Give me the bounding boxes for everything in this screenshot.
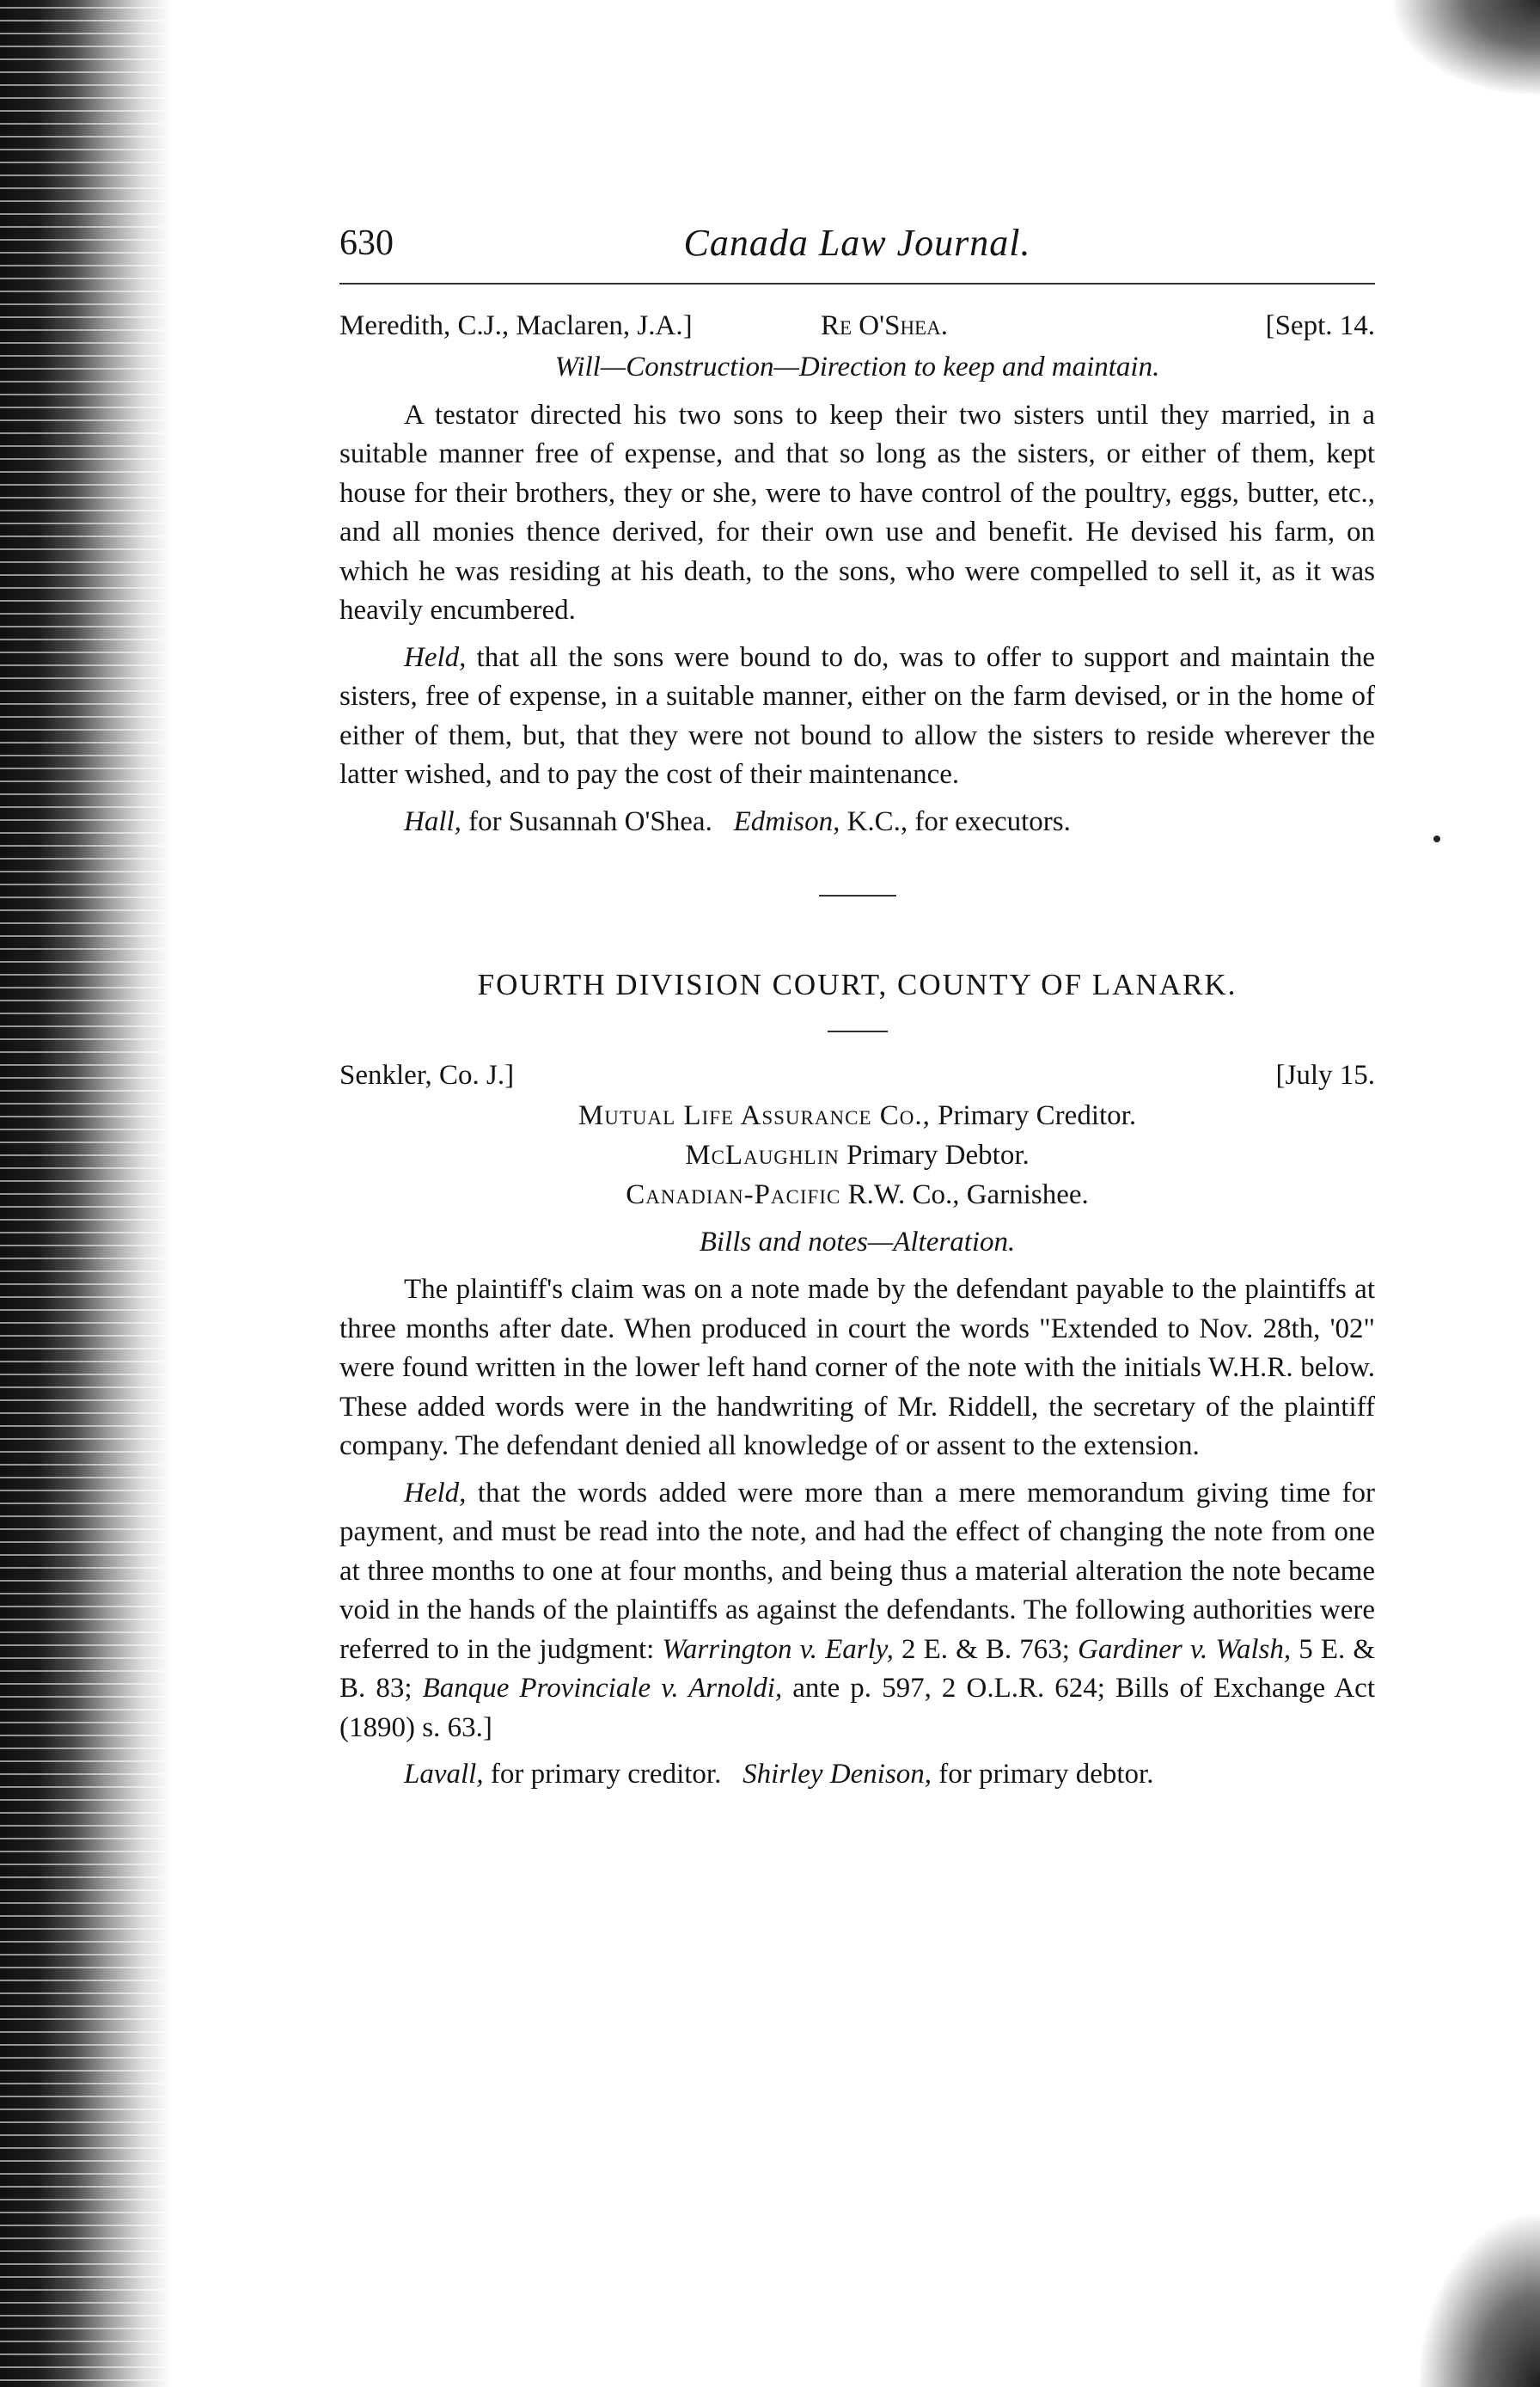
case2-holding — [339, 1474, 1375, 1748]
case2-counsel — [339, 1755, 1375, 1795]
case2-subject: Bills and notes—Alteration. — [699, 1226, 1016, 1258]
case1-subject: Will—Construction—Direction to keep and maintain. — [554, 352, 1160, 383]
book-binding-shadow — [0, 0, 172, 2387]
party-creditor-role: Primary Creditor. — [938, 1099, 1137, 1131]
case1-counsel — [339, 803, 1375, 842]
case2-counsel1-text: for primary creditor. — [490, 1759, 722, 1790]
case2-facts: The plaintiff's claim was on a note made by the defendant payable to the plaintiffs at three months after date. When produced in court the words "Extended to Nov. 28th, '02" were found written in the lower left hand corner of the note with the initials W.H.R. below. These added words were in the handwriting of Mr. Riddell, the secretary of the plaintiff company. The defendant denied all knowledge of or assent to the extension. — [339, 1274, 1375, 1461]
citation-1-case: Warrington v. Early, — [662, 1633, 894, 1665]
case1-heading — [339, 307, 1375, 346]
party-debtor-role: Primary Debtor. — [846, 1139, 1030, 1171]
journal-page — [339, 219, 1375, 1795]
citation-2-ref: 5 E. & B. 83; — [339, 1633, 1376, 1704]
case2-counsel2-text: for primary debtor. — [938, 1759, 1154, 1790]
case1-counsel2-text: K.C., for executors. — [846, 805, 1071, 837]
case1-counsel1-name: Hall, — [404, 805, 461, 837]
section-separator — [819, 895, 896, 897]
page-number: 630 — [339, 223, 394, 263]
case2-judge: Senkler, Co. J.] — [339, 1059, 515, 1091]
ink-speck — [1433, 835, 1440, 842]
court-separator — [828, 1031, 888, 1032]
party-creditor — [339, 1096, 1375, 1135]
case1-counsel2-name: Edmison, — [733, 805, 840, 837]
case1-held-word: Held, — [404, 641, 467, 673]
case1-title: Re O'Shea. — [821, 310, 948, 341]
party-debtor — [339, 1135, 1375, 1175]
case2-counsel2-name: Shirley Denison, — [742, 1759, 932, 1790]
party-garnishee-name: Canadian-Pacific — [626, 1178, 841, 1210]
page-corner-shadow-bottom — [1420, 2215, 1540, 2387]
party-garnishee — [339, 1175, 1375, 1215]
case2-held-text: that the words added were more than a mere memorandum giving time for payment, and must be read into the note, and had the effect of changing the note from one at three months to one at four months, and being thus a material alteration the note became void in the hands of the plaintiffs as against the defendants. The following authorities were referred to in the judgment: — [339, 1477, 1375, 1665]
journal-title: Canada Law Journal. — [683, 222, 1031, 264]
case1-held-text: that all the sons were bound to do, was to offer to support and maintain the sisters, free of expense, in a suitable manner, either on the farm devised, or in the home of either of them, but, that they were not bound to allow the sisters to reside wherever the latter wished, and to pay the cost of their maintenance. — [339, 641, 1375, 790]
party-debtor-name: McLaughlin — [685, 1139, 840, 1171]
court-heading: FOURTH DIVISION COURT, COUNTY OF LANARK. — [477, 968, 1238, 1001]
case1-holding — [339, 639, 1375, 795]
case1-facts: A testator directed his two sons to keep their two sisters until they married, in a suitable manner free of expense, and that so long as the sisters, or either of them, kept house for their brothers, they or she, were to have control of the poultry, eggs, butter, etc., and all monies thence derived, for their own use and benefit. He devised his farm, on which he was residing at his death, to the sons, who were compelled to sell it, as it was heavily encumbered. — [339, 399, 1375, 626]
case1-counsel1-text: for Susannah O'Shea. — [468, 805, 712, 837]
case1-date: [Sept. 14. — [1265, 310, 1375, 341]
case1-judges: Meredith, C.J., Maclaren, J.A.] — [339, 310, 693, 341]
header-rule — [339, 283, 1375, 285]
citation-3-case: Banque Provinciale v. Arnoldi, — [422, 1673, 783, 1704]
citation-1-ref: 2 E. & B. 763; — [901, 1633, 1070, 1665]
case2-date: [July 15. — [1275, 1059, 1375, 1091]
citation-3-ref: ante p. 597, 2 O.L.R. 624; Bills of Exchange Act (1890) s. 63.] — [339, 1673, 1375, 1743]
case2-held-word: Held, — [404, 1477, 467, 1509]
case2-counsel1-name: Lavall, — [404, 1759, 484, 1790]
party-garnishee-role: R.W. Co., Garnishee. — [847, 1178, 1089, 1210]
page-corner-shadow-top — [1394, 0, 1540, 95]
case2-heading — [339, 1056, 1375, 1096]
page-header — [339, 219, 1375, 272]
party-creditor-name: Mutual Life Assurance Co., — [578, 1099, 931, 1131]
case2-parties — [339, 1096, 1375, 1215]
citation-2-case: Gardiner v. Walsh, — [1078, 1633, 1292, 1665]
